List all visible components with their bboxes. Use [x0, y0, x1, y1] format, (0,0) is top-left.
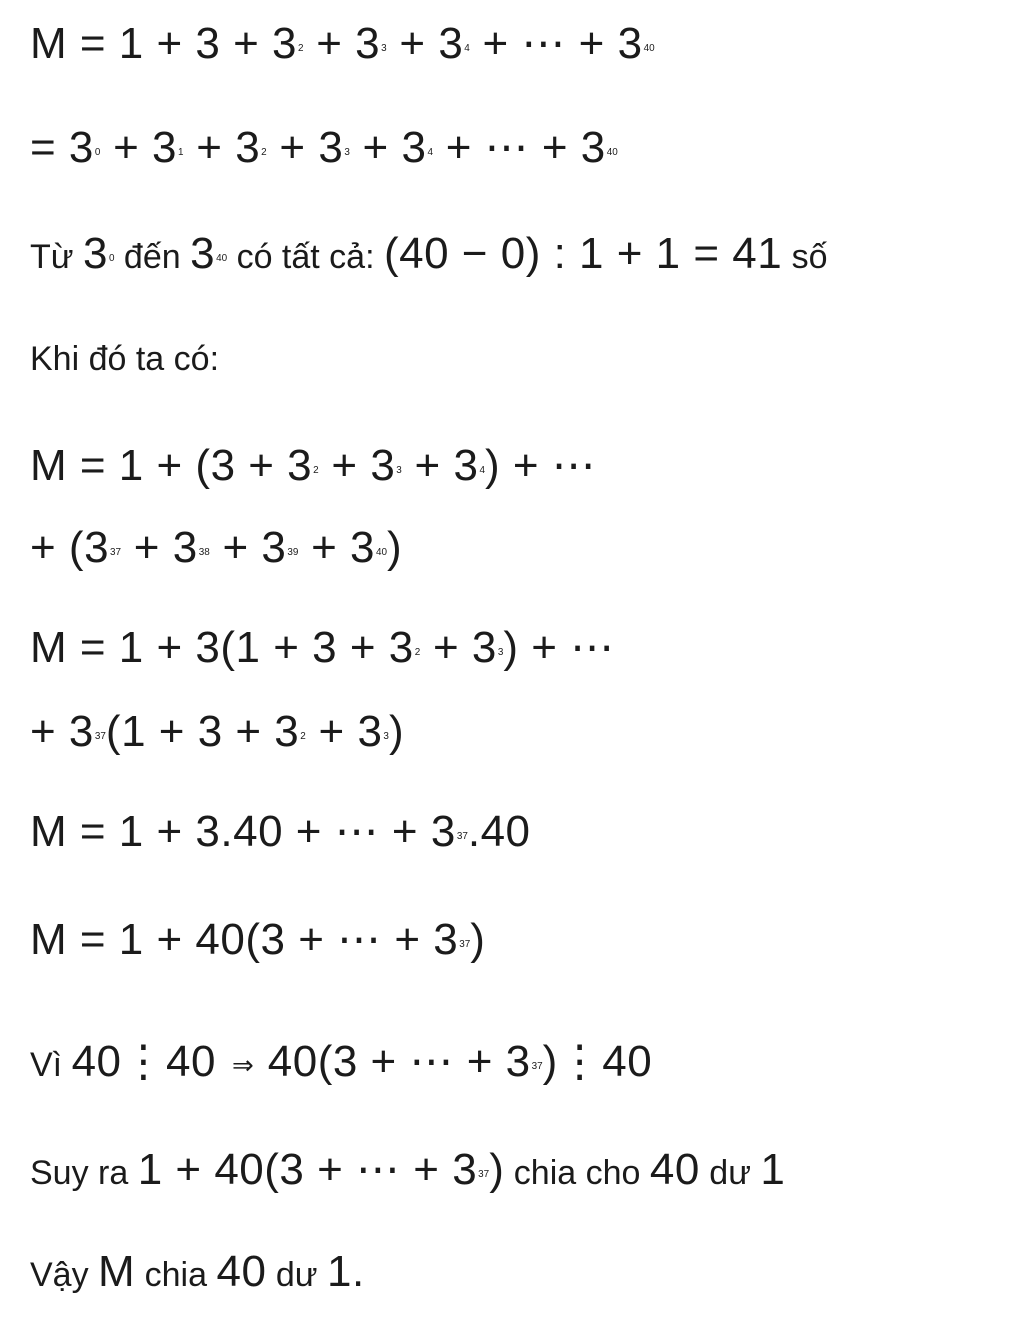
math-segment: 1: [760, 1145, 786, 1194]
math-line-grouping-2: [30, 523, 403, 572]
exponent: 0: [94, 146, 101, 158]
exponent: 40: [376, 546, 388, 558]
math-segment: 1 + 40(3 + ⋯ + 3: [137, 1145, 478, 1194]
math-segment: ) + ⋯: [484, 441, 597, 490]
math-segment: 3: [82, 229, 108, 278]
math-line-sum-definition: [30, 19, 655, 68]
math-segment: + ⋯ + 3: [469, 19, 643, 68]
math-segment: + 3: [209, 523, 287, 572]
exponent: 4: [464, 42, 470, 54]
exponent: 2: [298, 42, 304, 54]
math-line-power-form: [30, 123, 618, 172]
math-segment: )⋮40: [542, 1037, 653, 1086]
math-segment: ): [388, 707, 405, 756]
text-segment: Vì: [30, 1046, 72, 1084]
math-segment: + 3: [303, 19, 381, 68]
exponent: 40: [606, 146, 618, 158]
exponent: 2: [313, 464, 319, 476]
exponent: 37: [456, 830, 468, 842]
text-segment: dư: [699, 1154, 761, 1192]
math-segment: + 3: [305, 707, 383, 756]
exponent: 37: [459, 938, 471, 950]
exponent: 37: [110, 546, 122, 558]
math-segment: + 3: [349, 123, 427, 172]
math-segment: = 1 + 3 + 3: [67, 19, 298, 68]
exponent: 38: [198, 546, 210, 558]
math-segment: + 3: [121, 523, 198, 572]
math-segment: + 3: [401, 441, 479, 490]
exponent: 4: [479, 464, 485, 476]
math-segment: 40(3 + ⋯ + 3: [267, 1037, 531, 1086]
exponent: 0: [108, 252, 115, 264]
exponent: 3: [396, 464, 402, 476]
exponent: 3: [344, 146, 350, 158]
math-line-factor-40: [30, 915, 486, 964]
exponent: 1: [178, 146, 184, 158]
text-line-term-count: [30, 229, 828, 278]
math-segment: + 3: [183, 123, 261, 172]
text-segment: Suy ra: [30, 1154, 138, 1192]
math-segment: = 1 + 3.40 + ⋯ + 3: [67, 807, 456, 856]
text-segment: số: [782, 238, 828, 276]
exponent: 40: [216, 252, 228, 264]
math-segment: (1 + 3 + 3: [105, 707, 300, 756]
math-segment: M: [30, 623, 68, 672]
text-line-divisibility: [30, 1037, 653, 1086]
exponent: 2: [414, 646, 421, 658]
math-segment: + 3: [298, 523, 376, 572]
text-segment: Khi đó ta có:: [30, 340, 220, 378]
math-line-grouping-1: [30, 441, 597, 490]
math-segment: + 3: [100, 123, 178, 172]
math-segment: M: [30, 807, 68, 856]
text-segment: đến: [114, 238, 191, 276]
exponent: 37: [94, 730, 106, 742]
exponent: 3: [383, 730, 389, 742]
math-segment: ): [470, 915, 486, 964]
exponent: 2: [300, 730, 306, 742]
math-segment: = 1 + 3(1 + 3 + 3: [67, 623, 414, 672]
math-segment: = 1 + (3 + 3: [67, 441, 313, 490]
text-segment: chia: [135, 1256, 217, 1294]
math-line-substitute: [30, 807, 531, 856]
text-line-remainder: [30, 1145, 786, 1194]
implies-arrow: ⇒: [231, 1050, 254, 1080]
text-segment: chia cho: [504, 1154, 650, 1192]
exponent: 3: [381, 42, 387, 54]
text-segment: Vậy: [30, 1256, 99, 1294]
text-segment: dư: [266, 1256, 327, 1294]
exponent: 2: [261, 146, 267, 158]
text-segment: Từ: [30, 238, 83, 276]
exponent: 4: [427, 146, 433, 158]
text-line-conclusion: [30, 1247, 365, 1296]
exponent: 3: [497, 646, 504, 658]
math-segment: M: [30, 915, 68, 964]
math-segment: M: [30, 19, 68, 68]
math-segment: 40: [216, 1247, 267, 1296]
math-segment: 40⋮40: [71, 1037, 216, 1086]
math-segment: + 3: [266, 123, 344, 172]
exponent: 40: [643, 42, 655, 54]
math-segment: + 3: [318, 441, 396, 490]
math-segment: + (3: [30, 523, 110, 572]
math-segment: = 3: [30, 123, 94, 172]
math-segment: 1.: [326, 1247, 365, 1296]
text-line-then: [30, 342, 219, 376]
math-segment: 3: [190, 229, 216, 278]
math-line-factor-1: [30, 623, 615, 672]
exponent: 39: [287, 546, 299, 558]
math-segment: + 3: [30, 707, 94, 756]
exponent: 37: [478, 1168, 490, 1180]
math-segment: 40: [649, 1145, 700, 1194]
math-segment: M: [30, 441, 68, 490]
math-line-factor-2: [30, 707, 405, 756]
math-segment: ) + ⋯: [503, 623, 615, 672]
math-segment: + 3: [420, 623, 497, 672]
math-segment: + 3: [386, 19, 464, 68]
math-segment: (40 − 0) : 1 + 1 = 41: [383, 229, 783, 278]
math-segment: ): [387, 523, 403, 572]
math-segment: = 1 + 40(3 + ⋯ + 3: [67, 915, 459, 964]
math-segment: + ⋯ + 3: [432, 123, 606, 172]
math-segment: ): [489, 1145, 505, 1194]
math-segment: M: [98, 1247, 136, 1296]
text-segment: có tất cả:: [227, 238, 384, 276]
exponent: 37: [531, 1060, 543, 1072]
math-segment: .40: [467, 807, 531, 856]
